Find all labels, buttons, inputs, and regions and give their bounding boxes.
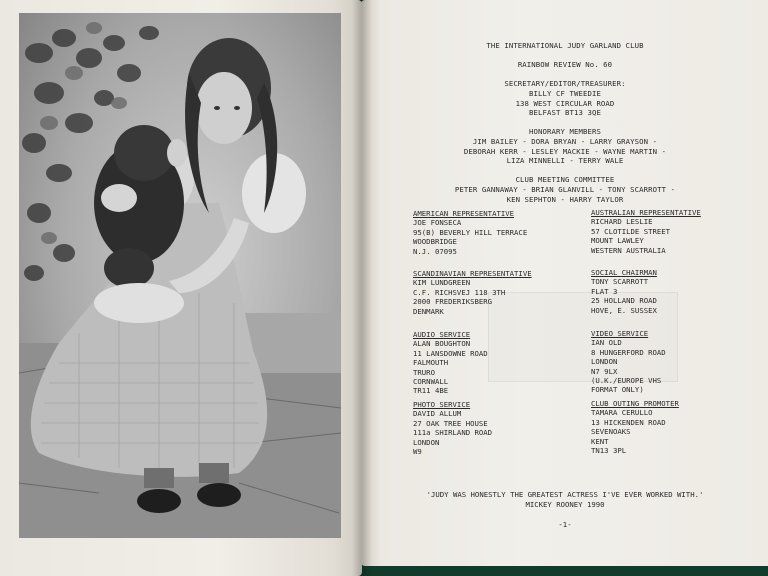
contact-australian [591,208,701,255]
header-line [395,70,735,80]
header-line: THE INTERNATIONAL JUDY GARLAND CLUB [486,41,644,50]
contact-line: LONDON [413,437,440,447]
contact-line: KIM LUNDGREEN [413,278,471,288]
contact-heading: PHOTO SERVICE [413,400,471,409]
header-line [395,118,735,128]
honorary-members: JIM BAILEY - DORA BRYAN - LARRY GRAYSON - [472,136,658,146]
contact-line: 2000 FREDERIKSBERG [413,297,493,307]
contact-line: DENMARK [413,306,444,316]
contact-outing [591,399,679,455]
secretary-name: BILLY CF TWEEDIE [529,88,601,98]
contact-line: 95(B) BEVERLY HILL TERRACE [413,227,528,237]
contact-line: CORNWALL [413,377,449,387]
quote-text: 'JUDY WAS HONESTLY THE GREATEST ACTRESS I'VE EVER WORKED WITH.' [426,490,704,499]
book-gutter [352,0,372,576]
contact-line: 25 HOLLAND ROAD [591,296,657,306]
contact-photo [413,400,492,456]
contact-line: (U.K./EUROPE VHS [591,376,662,386]
contact-line: 57 CLOTILDE STREET [591,226,671,236]
secretary-address: BELFAST BT13 3QE [529,108,601,118]
contact-line: TN13 3PL [591,446,627,456]
contact-audio [413,330,488,396]
contact-line: W9 [413,447,422,457]
contact-line: TRURO [413,367,435,377]
contact-line: ALAN BOUGHTON [413,339,471,349]
contact-heading: VIDEO SERVICE [591,329,649,338]
contact-line: FORMAT ONLY) [591,385,644,395]
quote-block [395,490,735,509]
contact-line: IAN OLD [591,338,622,348]
contact-heading: AUDIO SERVICE [413,330,471,339]
contact-scandinavian [413,269,532,316]
secretary-address: 138 WEST CIRCULAR ROAD [515,98,615,108]
contact-line: DAVID ALLUM [413,409,462,419]
honorary-members: DEBORAH KERR - LESLEY MACKIE - WAYNE MARTIN - [463,146,667,156]
contact-line: WOODBRIDGE [413,237,457,247]
contact-line: 13 HICKENDEN ROAD [591,417,666,427]
contact-social [591,268,657,315]
black-and-white-photograph [19,13,341,538]
contact-line: JOE FONSECA [413,218,462,228]
contact-heading: AMERICAN REPRESENTATIVE [413,209,515,218]
contact-line: RICHARD LESLIE [591,217,653,227]
issue-title: RAINBOW REVIEW No. 60 [517,60,613,70]
contact-line: 11 LANSDOWNE ROAD [413,348,488,358]
club-header [395,41,735,204]
contact-line: FLAT 3 [591,286,618,296]
contact-line: FALMOUTH [413,358,449,368]
committee-heading: CLUB MEETING COMMITTEE [515,175,615,185]
page-number: -1- [558,520,572,529]
contact-line: 111a SHIRLAND ROAD [413,428,493,438]
contact-line: N.J. 07095 [413,246,457,256]
contact-video [591,329,666,395]
honorary-heading: HONORARY MEMBERS [529,127,601,137]
contact-line: 8 HUNGERFORD ROAD [591,347,666,357]
secretary-heading: SECRETARY/EDITOR/TREASURER: [504,79,626,89]
contact-line: SEVENOAKS [591,427,631,437]
contact-heading: SCANDINAVIAN REPRESENTATIVE [413,269,532,278]
contact-line: TONY SCARROTT [591,277,649,287]
contact-line: N7 9LX [591,366,618,376]
contact-american [413,209,527,256]
contact-heading: SOCIAL CHAIRMAN [591,268,657,277]
contact-line: KENT [591,436,609,446]
header-line [395,51,735,61]
photo-illustration [19,13,341,538]
honorary-members: LIZA MINNELLI - TERRY WALE [506,156,624,166]
contact-line: C.F. RICHSVEJ 118 3TH [413,287,506,297]
contact-line: 27 OAK TREE HOUSE [413,418,488,428]
quote-attribution: MICKEY ROONEY 1990 [525,499,605,509]
contact-line: MOUNT LAWLEY [591,236,644,246]
contact-line: WESTERN AUSTRALIA [591,245,666,255]
contact-line: TR11 4BE [413,386,449,396]
committee-members: KEN SEPHTON - HARRY TAYLOR [506,194,624,204]
contact-line: HOVE, E. SUSSEX [591,305,657,315]
committee-members: PETER GANNAWAY - BRIAN GLANVILL - TONY SCARROTT - [454,184,676,194]
contact-line: LONDON [591,357,618,367]
contact-heading: AUSTRALIAN REPRESENTATIVE [591,208,701,217]
header-line [395,166,735,176]
contact-line: TAMARA CERULLO [591,408,653,418]
contact-heading: CLUB OUTING PROMOTER [591,399,679,408]
